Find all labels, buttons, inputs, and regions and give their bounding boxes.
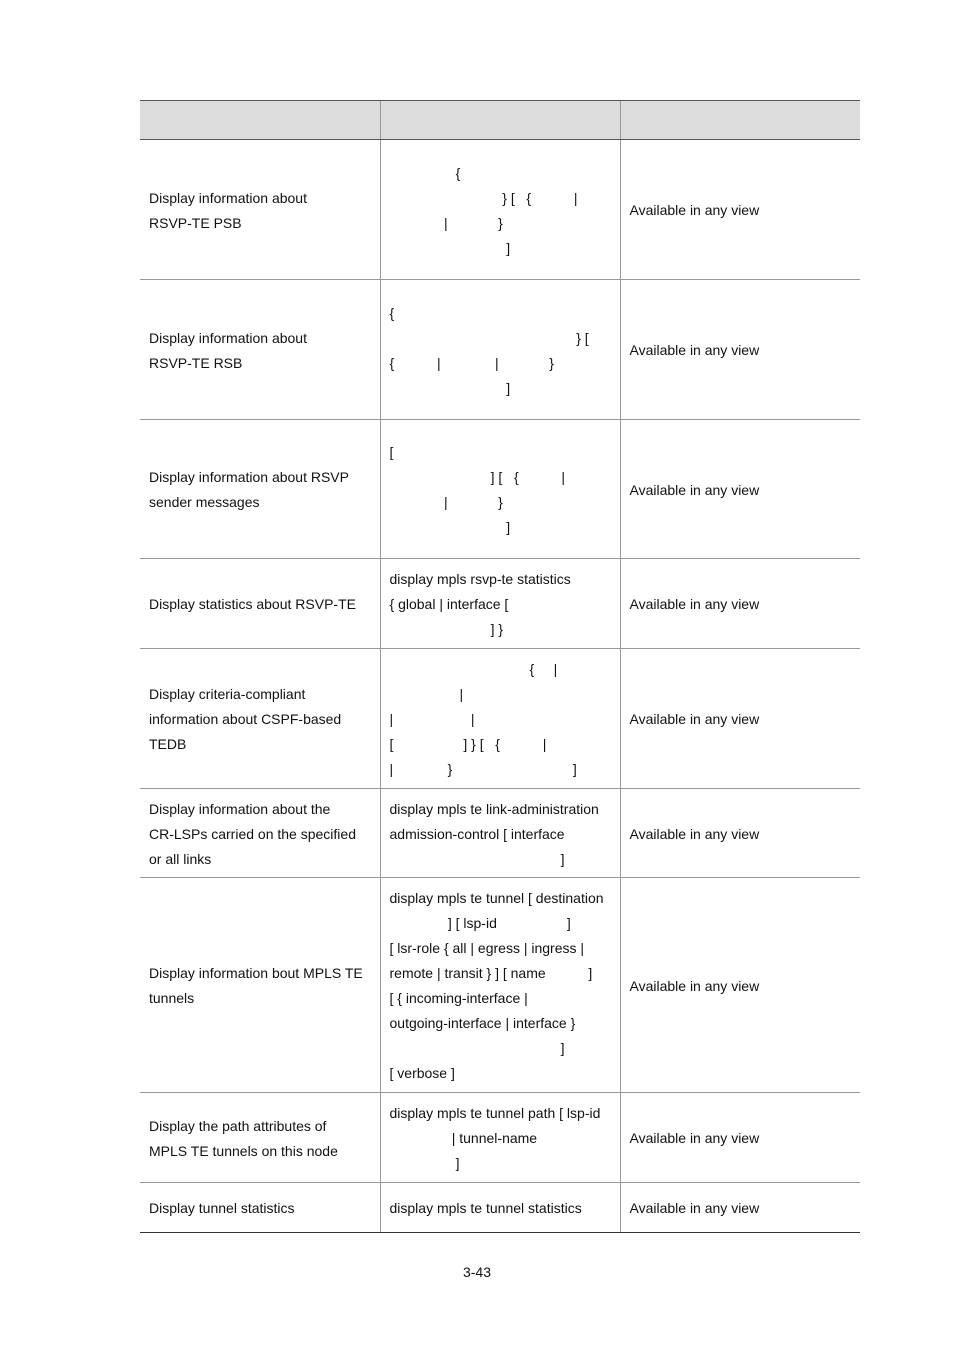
task-line: Display statistics about RSVP-TE [149,596,356,612]
command-line: ] [389,379,511,396]
command-cell [380,1093,620,1183]
task-cell [140,559,380,649]
task-line: Display information about [149,329,307,346]
command-line: | | [389,711,475,727]
remarks-text: Available in any view [629,825,760,842]
command-line: ] [ { | [389,469,566,485]
table-row [140,280,860,420]
task-line: or all links [149,850,212,867]
task-line: RSVP-TE RSB [149,354,243,371]
remarks-text: Available in any view [629,596,760,612]
task-line: CR-LSPs carried on the specified [149,825,356,842]
remarks-text: Available in any view [629,711,760,727]
command-line: ] } [389,621,504,637]
command-line: display mpls te tunnel [ destination [389,890,604,906]
task-cell [140,1183,380,1233]
command-cell [380,878,620,1093]
command-line: | tunnel-name [389,1130,538,1146]
table-header-row [140,101,860,140]
command-line: { [389,304,395,321]
table-row [140,1183,860,1233]
task-cell [140,649,380,789]
command-line: [ lsr-role { all | egress | ingress | [389,940,585,956]
table-row [140,559,860,649]
remarks-cell [620,1183,860,1233]
header-command [380,101,620,140]
remarks-cell [620,1093,860,1183]
command-cell [380,649,620,789]
command-line: admission-control [ interface [389,825,565,842]
command-line: ] [389,519,511,535]
table-row [140,878,860,1093]
command-line: ] [389,239,511,256]
remarks-cell [620,789,860,878]
task-cell [140,878,380,1093]
command-line: [ [389,444,394,460]
command-line: | [389,686,464,702]
command-cell [380,140,620,280]
table-row [140,789,860,878]
remarks-text: Available in any view [629,977,760,994]
task-line: Display information bout MPLS TE [149,965,363,981]
command-line: outgoing-interface | interface } [389,1015,576,1031]
command-line: { | | } [389,354,554,371]
remarks-text: Available in any view [629,1130,760,1146]
task-cell [140,140,380,280]
task-line: Display information about RSVP [149,469,349,485]
command-line: | } ] [389,761,577,777]
task-line: tunnels [149,990,195,1006]
task-line: information about CSPF-based [149,711,342,727]
table-row [140,649,860,789]
command-line: remote | transit } ] [ name ] [389,965,593,981]
task-cell [140,420,380,559]
table-row [140,140,860,280]
command-line: display mpls rsvp-te statistics [389,571,571,587]
command-cell [380,280,620,420]
command-line: { global | interface [ [389,596,509,612]
command-line: [ ] } [ { | [389,736,547,752]
command-cell [380,789,620,878]
command-line: { | [389,661,558,677]
command-line: display mpls te tunnel statistics [389,1200,582,1216]
command-cell [380,1183,620,1233]
remarks-text: Available in any view [629,481,760,498]
page-number: 3-43 [462,1264,492,1280]
remarks-cell [620,878,860,1093]
command-line: display mpls te link-administration [389,800,599,817]
command-line: } [ { | [389,189,578,206]
header-task [140,101,380,140]
task-line: Display information about [149,189,307,206]
task-line: Display information about the [149,800,331,817]
remarks-cell [620,280,860,420]
task-cell [140,789,380,878]
command-line: ] [389,1155,460,1171]
command-line: [ verbose ] [389,1065,455,1081]
header-remarks [620,101,860,140]
task-line: MPLS TE tunnels on this node [149,1142,338,1159]
command-line: } [ [389,329,589,346]
task-cell [140,1093,380,1183]
remarks-cell [620,420,860,559]
remarks-cell [620,649,860,789]
task-line: RSVP-TE PSB [149,214,242,231]
command-cell [380,420,620,559]
remarks-cell [620,140,860,280]
task-line: sender messages [149,494,260,510]
task-line: Display the path attributes of [149,1117,327,1134]
command-line: [ { incoming-interface | [389,990,528,1006]
command-line: | } [389,494,503,510]
table-body [140,140,860,1233]
command-line: | } [389,214,503,231]
table-row [140,1093,860,1183]
command-line: display mpls te tunnel path [ lsp-id [389,1105,601,1121]
command-line: ] [389,850,565,867]
remarks-cell [620,559,860,649]
remarks-text: Available in any view [629,1200,760,1216]
task-cell [140,280,380,420]
task-line: Display tunnel statistics [149,1200,295,1216]
command-cell [380,559,620,649]
remarks-text: Available in any view [629,202,760,218]
command-line: ] [ lsp-id ] [389,915,571,931]
command-line: ] [389,1040,565,1056]
command-table [140,100,860,1233]
command-line: { [389,164,461,181]
task-line: Display criteria-compliant [149,686,306,702]
task-line: TEDB [149,736,187,752]
table-row [140,420,860,559]
remarks-text: Available in any view [629,342,760,358]
